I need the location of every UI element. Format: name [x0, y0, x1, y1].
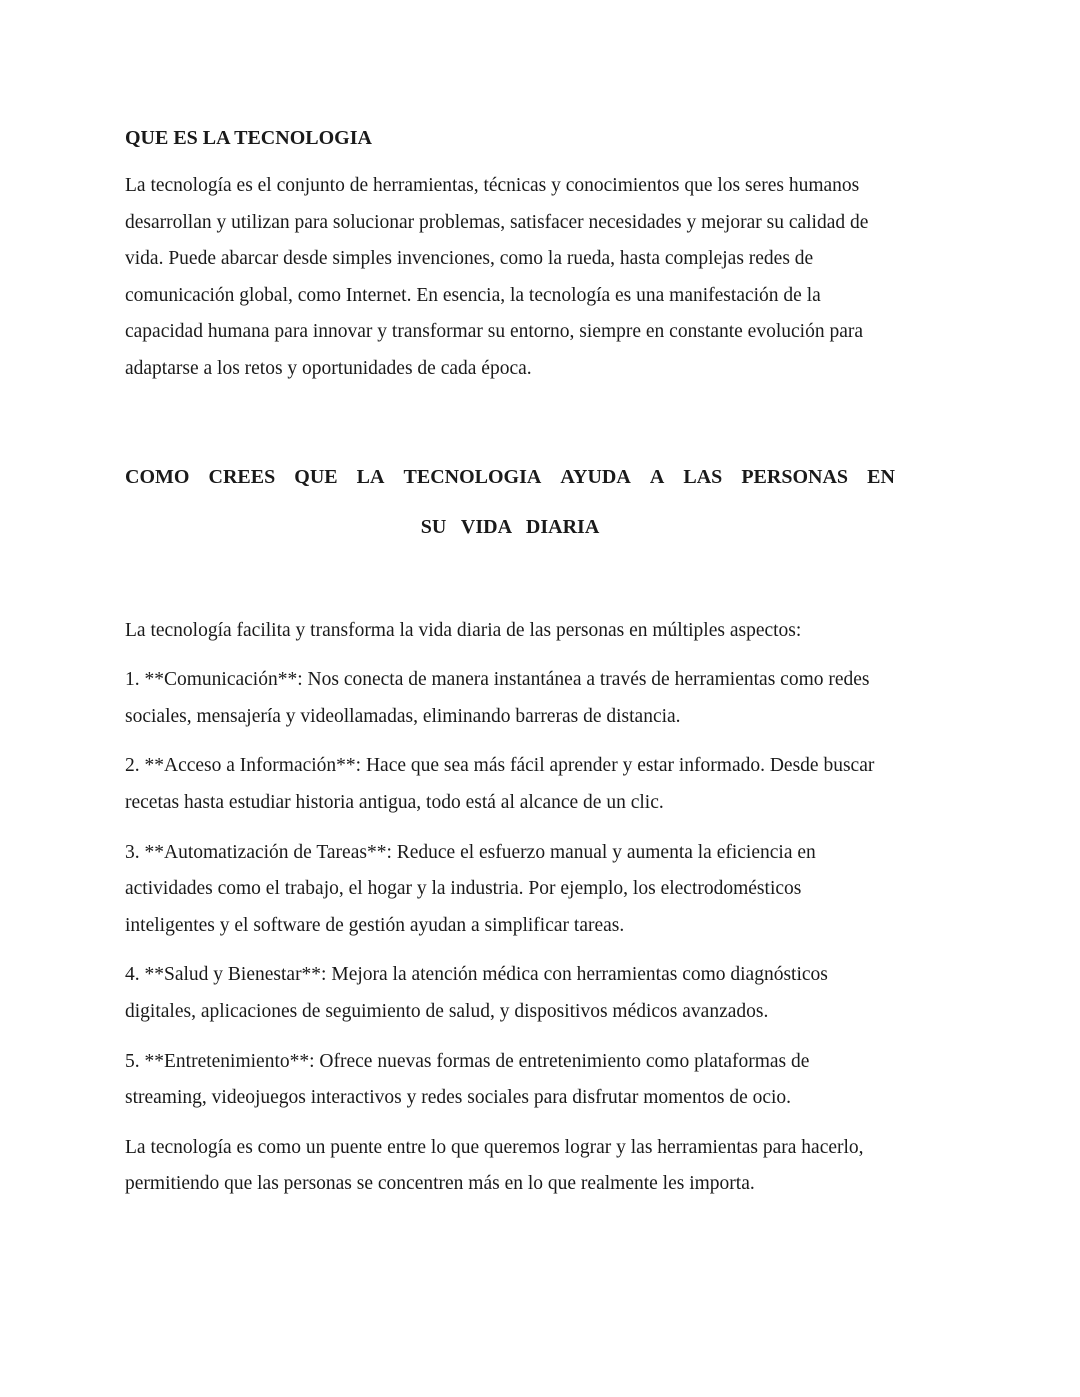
- list-item-salud: [125, 957, 945, 1030]
- section1-title: QUE ES LA TECNOLOGIA: [125, 127, 372, 149]
- title-word: LAS: [683, 465, 723, 488]
- list-item-line: digitales, aplicaciones de seguimiento de salud, y dispositivos médicos avanzados.: [125, 1000, 769, 1022]
- title-word: EN: [867, 465, 895, 488]
- list-item-line: 4. **Salud y Bienestar**: Mejora la atención médica con herramientas como diagnósticos: [125, 964, 828, 986]
- list-item-comunicacion: [125, 662, 945, 735]
- list-item-entretenimiento: [125, 1044, 945, 1117]
- list-item-line: 2. **Acceso a Información**: Hace que sea más fácil aprender y estar informado. Desde buscar: [125, 755, 875, 777]
- document-page: [125, 120, 945, 1216]
- title-word: CREES: [208, 465, 276, 488]
- paragraph-line: capacidad humana para innovar y transformar su entorno, siempre en constante evolución para: [125, 321, 864, 343]
- section2-title: [125, 459, 895, 545]
- list-item-line: streaming, videojuegos interactivos y redes sociales para disfrutar momentos de ocio.: [125, 1087, 792, 1109]
- section2-conclusion: [125, 1130, 945, 1203]
- list-item-line: recetas hasta estudiar historia antigua, todo está al alcance de un clic.: [125, 791, 664, 813]
- conclusion-line: permitiendo que las personas se concentren más en lo que realmente les importa.: [125, 1173, 755, 1195]
- list-item-automatizacion: [125, 835, 945, 945]
- title-word: PERSONAS: [741, 465, 849, 488]
- section2-title-line2: SU VIDA DIARIA: [420, 515, 600, 538]
- title-word: TECNOLOGIA: [403, 465, 542, 488]
- title-word: COMO: [125, 465, 190, 488]
- title-word: AYUDA: [560, 465, 631, 488]
- paragraph-line: comunicación global, como Internet. En esencia, la tecnología es una manifestación de la: [125, 284, 821, 306]
- list-item-line: inteligentes y el software de gestión ayudan a simplificar tareas.: [125, 914, 625, 936]
- paragraph-line: desarrollan y utilizan para solucionar problemas, satisfacer necesidades y mejorar su calidad de: [125, 211, 869, 233]
- list-item-acceso-informacion: [125, 748, 945, 821]
- title-word: LA: [356, 465, 385, 488]
- paragraph-line: vida. Puede abarcar desde simples invenciones, como la rueda, hasta complejas redes de: [125, 248, 814, 270]
- list-item-line: 3. **Automatización de Tareas**: Reduce el esfuerzo manual y aumenta la eficiencia en: [125, 841, 816, 863]
- list-item-line: sociales, mensajería y videollamadas, eliminando barreras de distancia.: [125, 705, 681, 727]
- conclusion-line: La tecnología es como un puente entre lo que queremos lograr y las herramientas para hacerlo,: [125, 1136, 864, 1158]
- section2-title-line1: [125, 459, 895, 495]
- paragraph-line: adaptarse a los retos y oportunidades de cada época.: [125, 357, 532, 379]
- paragraph-line: La tecnología es el conjunto de herramientas, técnicas y conocimientos que los seres humanos: [125, 175, 860, 196]
- list-item-line: 1. **Comunicación**: Nos conecta de manera instantánea a través de herramientas como redes: [125, 669, 870, 691]
- title-word: QUE: [294, 465, 338, 488]
- section2-intro: La tecnología facilita y transforma la vida diaria de las personas en múltiples aspectos:: [125, 619, 802, 641]
- title-word: A: [649, 465, 665, 488]
- list-item-line: 5. **Entretenimiento**: Ofrece nuevas formas de entretenimiento como plataformas de: [125, 1050, 810, 1072]
- list-item-line: actividades como el trabajo, el hogar y la industria. Por ejemplo, los electrodomésticos: [125, 878, 802, 900]
- section1-paragraph: [125, 168, 945, 388]
